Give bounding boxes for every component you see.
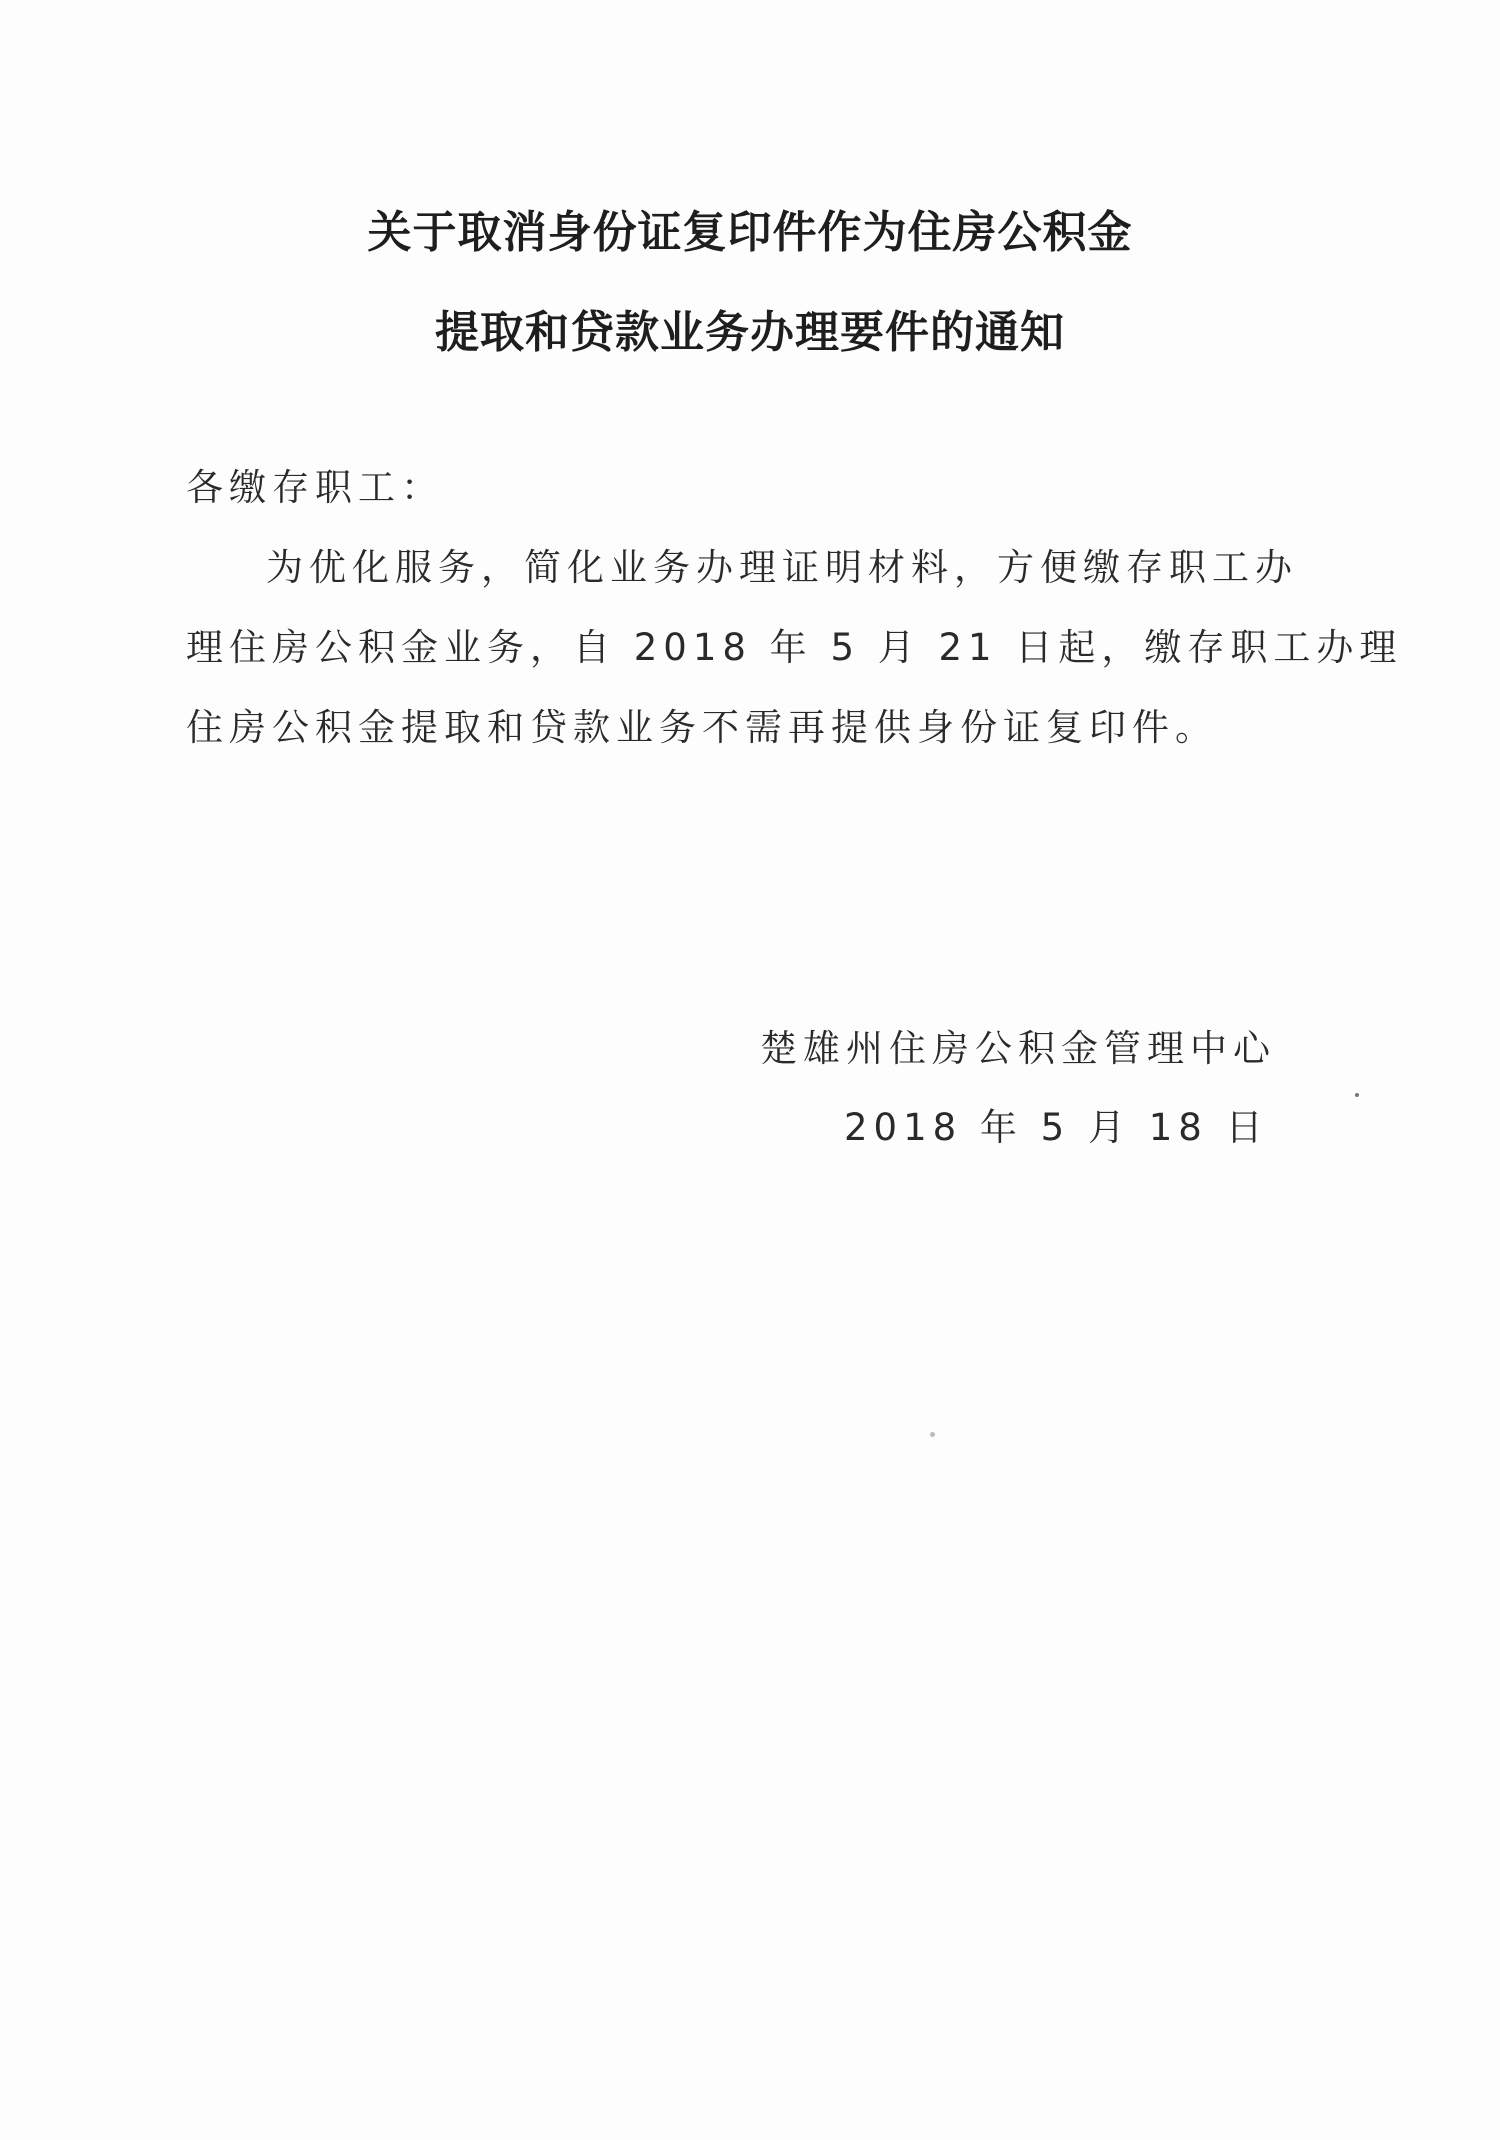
notice-title-line-2: 提取和贷款业务办理要件的通知	[435, 307, 1065, 358]
salutation: 各缴存职工：	[186, 466, 444, 509]
notice-title-line-1: 关于取消身份证复印件作为住房公积金	[367, 207, 1133, 258]
body-line-3: 住房公积金提取和贷款业务不需再提供身份证复印件。	[186, 706, 1218, 749]
scan-speck	[930, 1432, 935, 1437]
scan-speck	[1355, 1093, 1359, 1097]
body-line-2: 理住房公积金业务，自 2018 年 5 月 21 日起，缴存职工办理	[186, 626, 1403, 669]
body-line-1: 为优化服务，简化业务办理证明材料，方便缴存职工办	[266, 546, 1298, 589]
issue-date: 2018 年 5 月 18 日	[844, 1106, 1269, 1149]
issuer-signature: 楚雄州住房公积金管理中心	[760, 1027, 1276, 1070]
